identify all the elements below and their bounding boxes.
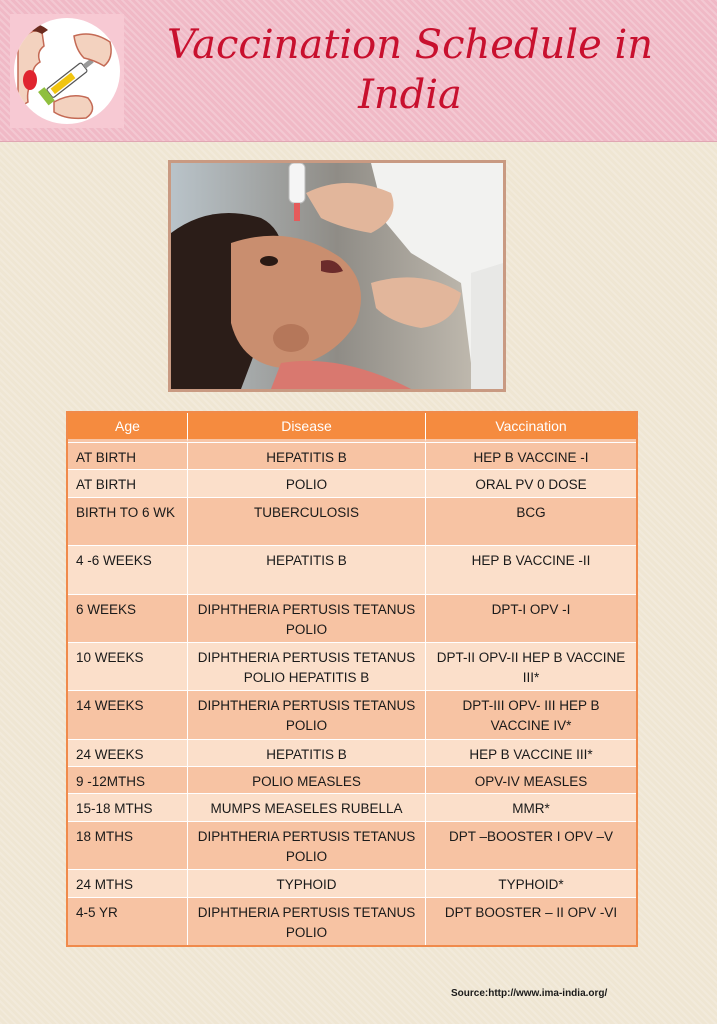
vaccination-cell: DPT-III OPV- III HEP B VACCINE IV* (462, 698, 600, 734)
age-cell: 24 WEEKS (68, 740, 188, 766)
column-header-disease: Disease (188, 413, 426, 442)
age-cell: 10 WEEKS (68, 643, 188, 690)
table-row (68, 442, 636, 469)
disease-cell: HEPATITIS B (188, 740, 426, 766)
table-header-row (68, 413, 636, 442)
vaccination-cell: TYPHOID* (498, 877, 564, 893)
vaccination-logo-icon (14, 18, 120, 124)
disease-cell: HEPATITIS B (188, 443, 426, 469)
age-cell: 4-5 YR (68, 898, 188, 945)
table-row (68, 821, 636, 869)
table-row (68, 793, 636, 820)
child-vaccination-photo (168, 160, 506, 392)
table-row (68, 469, 636, 496)
table-row (68, 594, 636, 642)
table-row (68, 766, 636, 793)
vaccination-cell: DPT –BOOSTER I OPV –V (448, 828, 614, 844)
age-cell: 24 MTHS (68, 870, 188, 896)
logo (10, 14, 124, 128)
column-header-age: Age (68, 413, 188, 442)
column-header-vaccination: Vaccination (426, 413, 636, 442)
age-cell: 14 WEEKS (68, 691, 188, 738)
page-header (0, 0, 717, 142)
age-cell: 4 -6 WEEKS (68, 546, 188, 593)
source-citation: Source:http://www.ima-india.org/ (451, 988, 608, 999)
vaccination-cell: HEP B VACCINE -II (471, 553, 591, 569)
page-title (150, 20, 670, 120)
vaccination-schedule-table (66, 411, 638, 947)
vaccination-cell: HEP B VACCINE III* (469, 746, 593, 762)
disease-cell: MUMPS MEASELES RUBELLA (188, 794, 426, 820)
age-cell: 15-18 MTHS (68, 794, 188, 820)
age-cell: 9 -12MTHS (68, 767, 188, 793)
vaccination-cell: BCG (516, 504, 546, 520)
title-line-1: Vaccination Schedule in (166, 22, 654, 68)
disease-cell: POLIO MEASLES (188, 767, 426, 793)
age-cell: 18 MTHS (68, 822, 188, 869)
vaccination-cell: DPT-II OPV-II HEP B VACCINE III* (436, 649, 626, 685)
disease-cell: TUBERCULOSIS (188, 498, 426, 545)
disease-cell: HEPATITIS B (188, 546, 426, 593)
age-cell: BIRTH TO 6 WK (68, 498, 188, 545)
age-cell: 6 WEEKS (68, 595, 188, 642)
age-cell: AT BIRTH (68, 470, 188, 496)
disease-cell: TYPHOID (188, 870, 426, 896)
table-row (68, 497, 636, 545)
disease-cell: DIPHTHERIA PERTUSIS TETANUS POLIO (188, 595, 426, 642)
table-row (68, 739, 636, 766)
title-line-2: India (358, 72, 462, 118)
table-row (68, 690, 636, 738)
vaccination-cell: MMR* (512, 801, 550, 817)
disease-cell: DIPHTHERIA PERTUSIS TETANUS POLIO (188, 691, 426, 738)
vaccination-cell: DPT-I OPV -I (491, 601, 571, 617)
table-row (68, 642, 636, 690)
age-cell: AT BIRTH (68, 443, 188, 469)
vaccination-cell: OPV-IV MEASLES (474, 774, 588, 790)
disease-cell: POLIO (188, 470, 426, 496)
vaccination-cell: DPT BOOSTER – II OPV -VI (444, 904, 618, 920)
table-row (68, 897, 636, 945)
table-body (68, 442, 636, 945)
disease-cell: DIPHTHERIA PERTUSIS TETANUS POLIO (188, 898, 426, 945)
table-row (68, 545, 636, 593)
disease-cell: DIPHTHERIA PERTUSIS TETANUS POLIO HEPATITIS B (188, 643, 426, 690)
table-row (68, 869, 636, 896)
vaccination-cell: HEP B VACCINE -I (473, 450, 589, 465)
disease-cell: DIPHTHERIA PERTUSIS TETANUS POLIO (188, 822, 426, 869)
vaccination-cell: ORAL PV 0 DOSE (475, 477, 587, 493)
